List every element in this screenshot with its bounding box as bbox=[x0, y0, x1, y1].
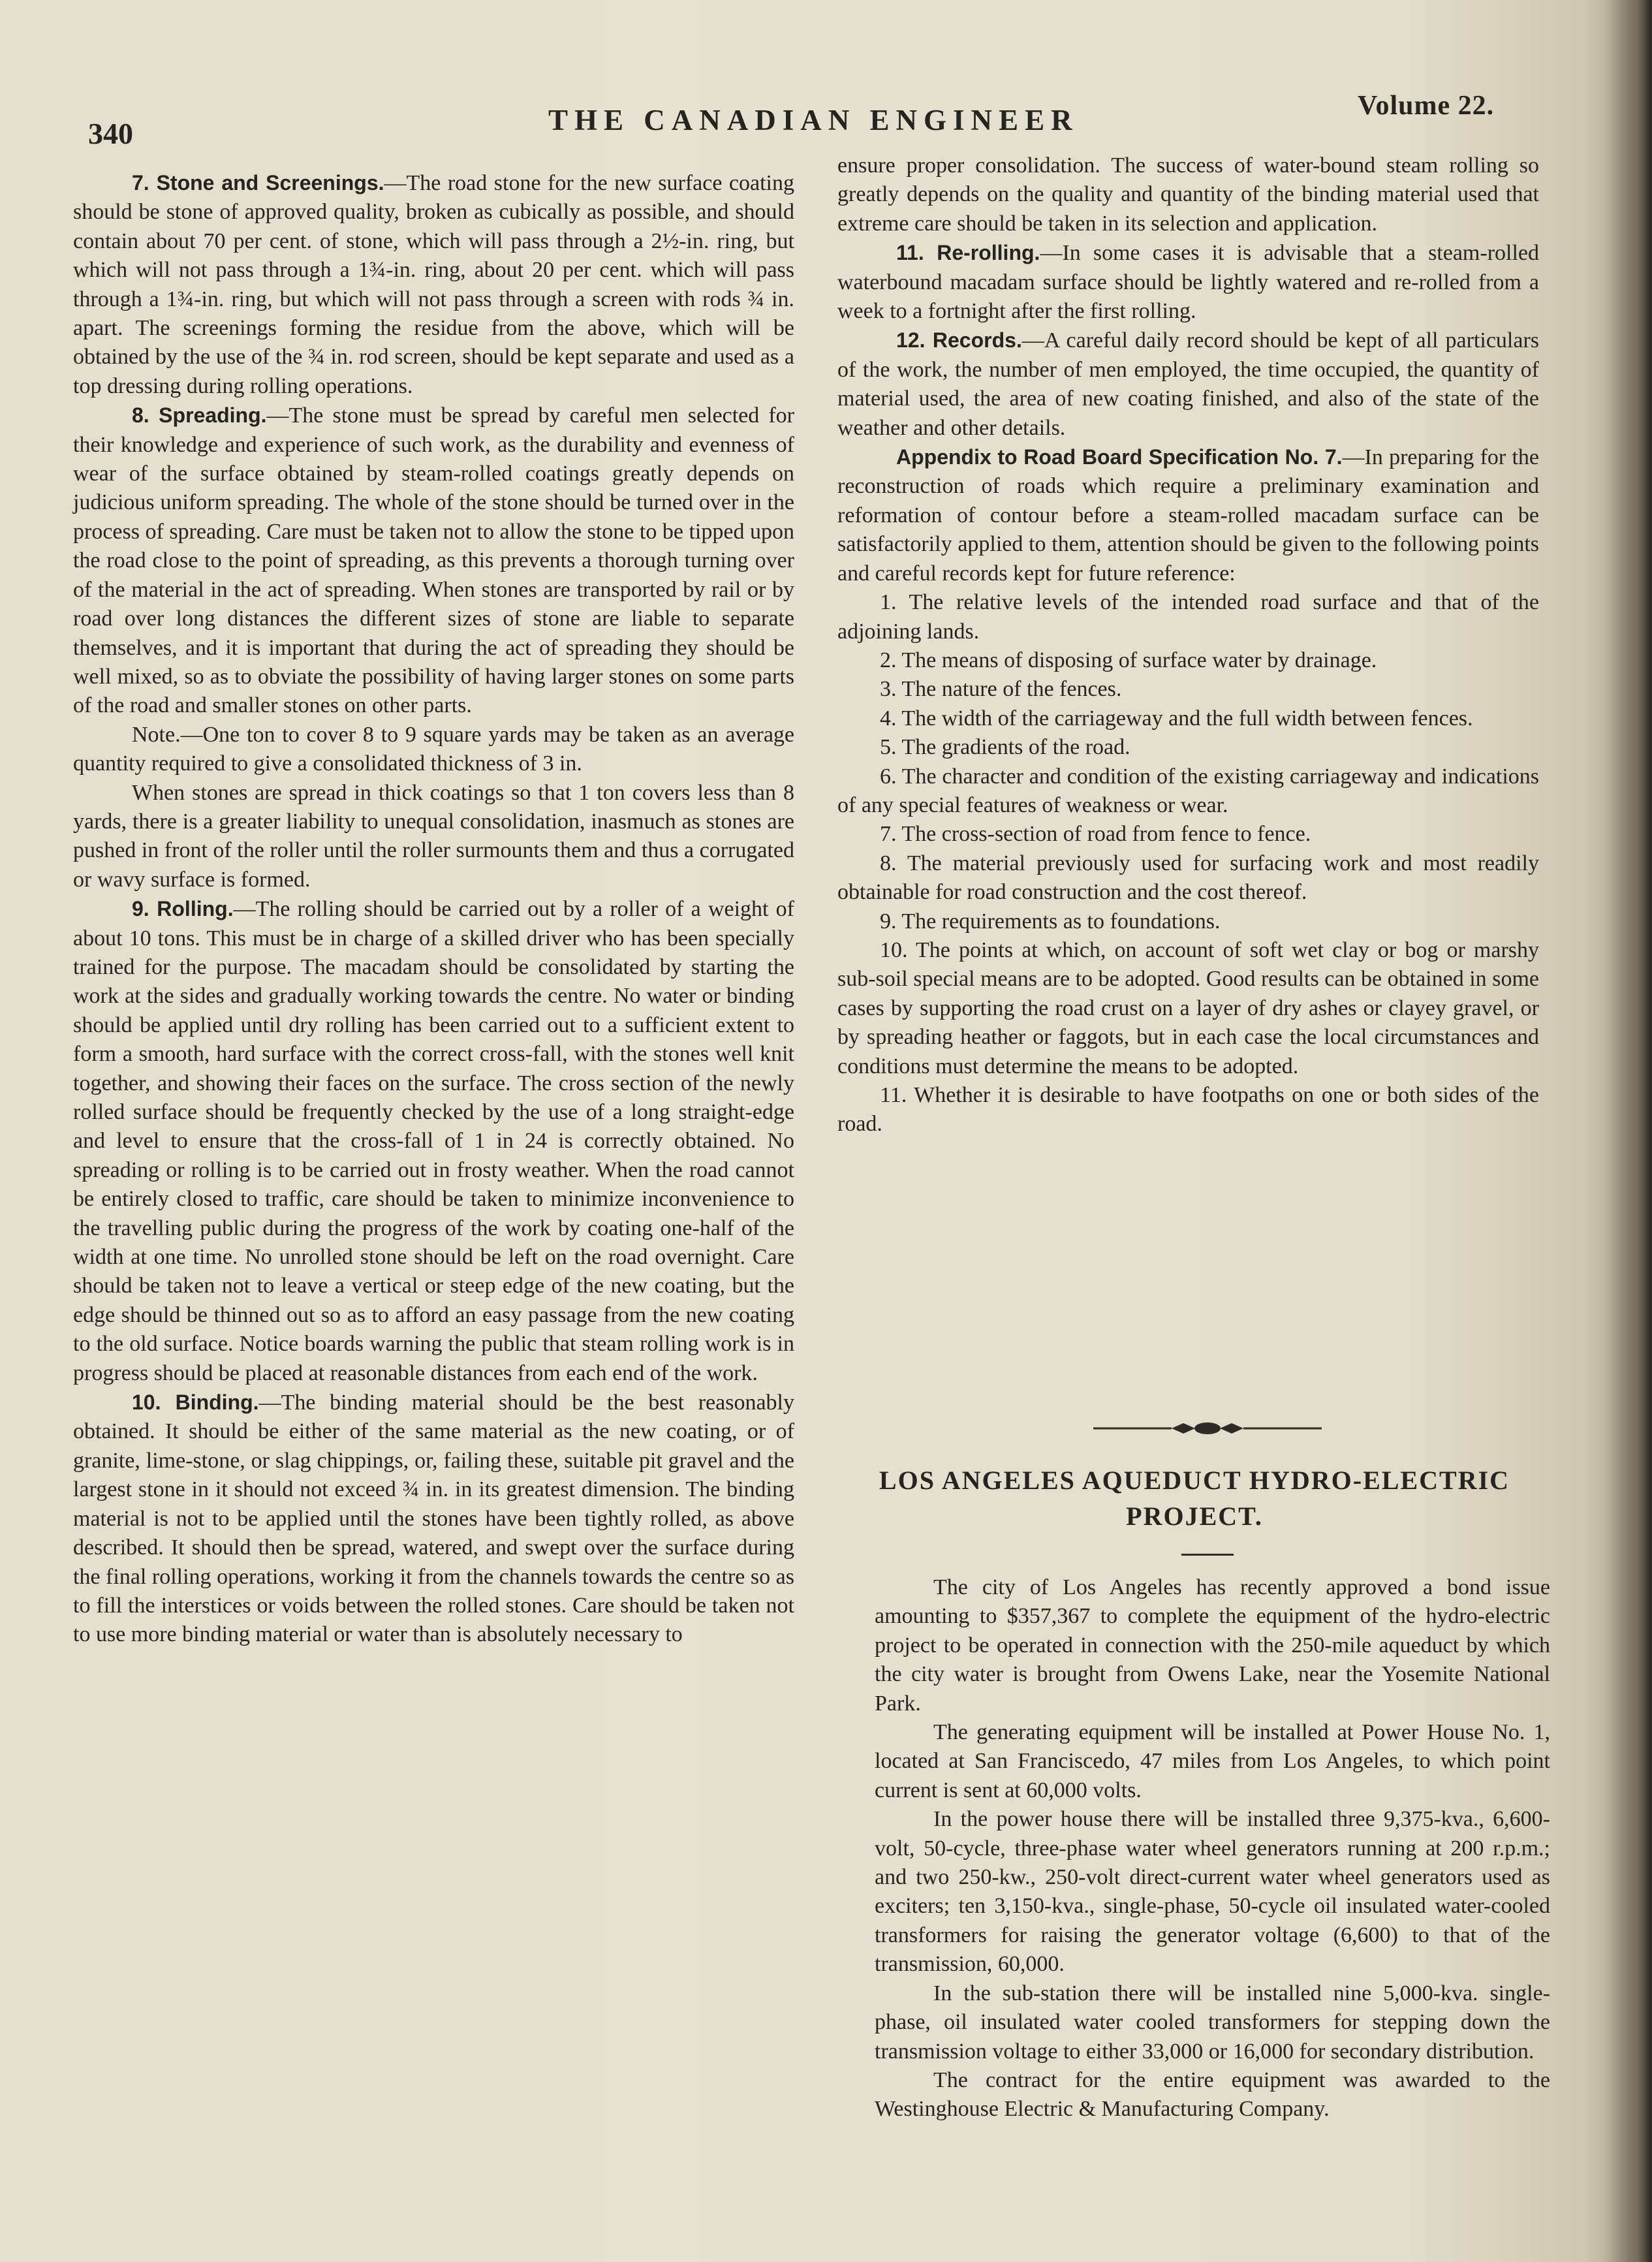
article-title-line: LOS ANGELES AQUEDUCT HYDRO-ELECTRIC bbox=[879, 1466, 1510, 1495]
paragraph-text: —The road stone for the new surface coating should be stone of approved quality, broken as cubically as possible, and should contain about 70 per cent. of stone, which will pass through a 2½-in. ring, but which will not pass through a 1¾-in. ring, about 20 per cent. which will pass through a 1¾-in. ring, but which will not pass through a screen with rods ¾ in. apart. The screenings forming the residue from the above, which will be obtained by the use of the ¾ in. rod screen, should be kept separate and used as a top dressing during rolling operations. bbox=[73, 171, 795, 398]
paragraph-text: —The binding material should be the best reasonably obtained. It should be either of the same material as the new coating, or of granite, lime-stone, or slag chippings, or, failing these, suitable pit gravel and the largest stone in it should not exceed ¾ in. in its greatest dimension. The binding material is not to be applied until the stones have been tightly rolled, as above described. It should then be spread, watered, and swept over the surface during the final rolling operations, working it from the channels towards the centre so as to fill the interstices or voids between the rolled stones. Care should be taken not to use more binding material or water than is absolutely necessary to bbox=[73, 1390, 795, 1647]
article-body bbox=[875, 1573, 1550, 2124]
paragraph-text: —In some cases it is advisable that a steam-rolled waterbound macadam surface should be lightly watered and re-rolled from a week to a fortnight after the first rolling. bbox=[837, 241, 1540, 324]
section-heading: 10. Binding. bbox=[132, 1390, 259, 1415]
paragraph-text: —The rolling should be carried out by a roller of a weight of about 10 tons. This must be in charge of a skilled driver who has been specially trained for the purpose. The macadam should be consolidated by starting the work at the sides and gradually working towards the centre. No water or binding should be applied until dry rolling has been carried out to a sufficient extent to form a smooth, hard surface with the correct cross-fall, with the stones well knit together, and showing their faces on the surface. The cross section of the newly rolled surface should be frequently checked by the use of a long straight-edge and level to ensure that the cross-fall of 1 in 24 is correctly obtained. No spreading or rolling is to be carried out in frosty weather. When the road cannot be entirely closed to traffic, care should be taken to minimize inconvenience to the travelling public during the progress of the work by coating one-half of the width at one time. No unrolled stone should be left on the road overnight. Care should be taken not to leave a vertical or steep edge of the new coating, but the edge should be thinned out so as to afford an easy passage from the new coating to the old surface. Notice boards warning the public that steam rolling work is in progress should be placed at reasonable distances from each end of the work. bbox=[73, 897, 795, 1385]
article-title bbox=[842, 1462, 1547, 1534]
paragraph-text: Note.—One ton to cover 8 to 9 square yards may be taken as an average quantity required to give a consolidated thickness of 3 in. bbox=[73, 722, 794, 776]
list-item: 5. The gradients of the road. bbox=[880, 735, 1130, 760]
section-heading: 7. Stone and Screenings. bbox=[132, 171, 384, 195]
section-heading: Appendix to Road Board Specification No. 7. bbox=[896, 445, 1343, 469]
list-item: 11. Whether it is desirable to have footpaths on one or both sides of the road. bbox=[837, 1083, 1539, 1137]
paragraph-text: —The stone must be spread by careful men selected for their knowledge and experience of such work, as the durability and evenness of wear of the surface obtained by steam-rolled coatings greatly depends on judicious uniform spreading. The whole of the stone should be turned over in the process of spreading. Care must be taken not to allow the stone to be tipped upon the road close to the point of spreading, as this prevents a thorough turning over of the material in the act of spreading. When stones are transported by rail or by road over long distances the different sizes of stone are liable to separate themselves, and it is important that during the act of spreading they should be well mixed, so as to obviate the possibility of having larger stones on some parts of the road and smaller stones on other parts. bbox=[73, 403, 794, 718]
paragraph-text: —In preparing for the reconstruction of roads which require a preliminary examination and reformation of contour before a steam-rolled macadam surface can be satisfactorily applied to them, attention should be given to the following points and careful records kept for future reference: bbox=[837, 445, 1540, 586]
list-item: 1. The relative levels of the intended road surface and that of the adjoining lands. bbox=[837, 590, 1539, 644]
appendix-list bbox=[837, 588, 1539, 1139]
list-item: 3. The nature of the fences. bbox=[880, 677, 1122, 702]
right-column bbox=[837, 151, 1539, 1139]
paragraph-stone-screenings bbox=[73, 168, 794, 401]
list-item: 8. The material previously used for surfacing work and most readily obtainable for road construction and the cost thereof. bbox=[837, 851, 1539, 905]
list-item: 2. The means of disposing of surface water by drainage. bbox=[880, 648, 1377, 672]
paragraph-re-rolling bbox=[837, 238, 1539, 326]
paragraph-rolling bbox=[73, 894, 794, 1388]
section-heading: 8. Spreading. bbox=[132, 403, 267, 428]
page-number: 340 bbox=[88, 117, 133, 150]
list-item: 7. The cross-section of road from fence to fence. bbox=[880, 822, 1311, 847]
section-heading: 12. Records. bbox=[896, 328, 1022, 353]
page-edge-shadow bbox=[1606, 0, 1652, 2262]
volume-label: Volume 22. bbox=[1358, 91, 1495, 121]
section-divider-ornament bbox=[1093, 1417, 1322, 1440]
article-paragraph: In the power house there will be installed three 9,375-kva., 6,600-volt, 50-cycle, three-phase water wheel generators running at 200 r.p.m.; and two 250-kw., 250-volt direct-current water wheel generators used as exciters; ten 3,150-kva., single-phase, 50-cycle oil insulated water-cooled transformers for raising the generator voltage (6,600) to that of the transmission, 60,000. bbox=[875, 1807, 1550, 1977]
section-heading: 11. Re-rolling. bbox=[896, 241, 1040, 265]
article-title-line: PROJECT. bbox=[1126, 1501, 1263, 1531]
article-paragraph: The contract for the entire equipment was awarded to the Westinghouse Electric & Manufacturing Company. bbox=[875, 2067, 1550, 2122]
list-item: 6. The character and condition of the existing carriageway and indications of any special features of weakness or wear. bbox=[837, 764, 1539, 817]
continuation-paragraph: ensure proper consolidation. The success of water-bound steam rolling so greatly depends on the quality and quantity of the binding material used that extreme care should be taken in its selection and application. bbox=[837, 153, 1539, 236]
paragraph-records bbox=[837, 326, 1539, 443]
list-item: 9. The requirements as to foundations. bbox=[880, 909, 1221, 934]
paragraph-text: —A careful daily record should be kept of all particulars of the work, the number of men employed, the time occupied, the quantity of material used, the area of new coating finished, and also of the state of the weather and other details. bbox=[837, 328, 1540, 440]
list-item: 10. The points at which, on account of soft wet clay or bog or marshy sub-soil special means are to be adopted. Good results can be obtained in some cases by supporting the road crust on a layer of dry ashes or clayey gravel, or by spreading heather or faggots, but in each case the local circumstances and conditions must determine the means to be adopted. bbox=[837, 937, 1539, 1078]
article-paragraph: The generating equipment will be installed at Power House No. 1, located at San Franciscedo, 47 miles from Los Angeles, to which point current is sent at 60,000 volts. bbox=[875, 1720, 1550, 1802]
journal-title: THE CANADIAN ENGINEER bbox=[548, 104, 1079, 136]
paragraph-thick-coatings bbox=[73, 779, 794, 895]
running-header bbox=[0, 0, 1652, 170]
paragraph-binding bbox=[73, 1388, 794, 1650]
paragraph-spreading bbox=[73, 401, 794, 720]
title-rule bbox=[1181, 1554, 1234, 1556]
left-column bbox=[73, 168, 794, 1650]
paragraph-note bbox=[73, 721, 794, 779]
article-paragraph: In the sub-station there will be installed nine 5,000-kva. single-phase, oil insulated water cooled transformers for stepping down the transmission voltage to either 33,000 or 16,000 for secondary distribution. bbox=[875, 1981, 1550, 2064]
section-heading: 9. Rolling. bbox=[132, 897, 234, 921]
paragraph-appendix bbox=[837, 443, 1539, 588]
article-paragraph: The city of Los Angeles has recently approved a bond issue amounting to $357,367 to complete the equipment of the hydro-electric project to be operated in connection with the 250-mile aqueduct by which the city water is brought from Owens Lake, near the Yosemite National Park. bbox=[875, 1575, 1550, 1716]
list-item: 4. The width of the carriageway and the full width between fences. bbox=[880, 706, 1473, 730]
paragraph-text: When stones are spread in thick coatings so that 1 ton covers less than 8 yards, there is a greater liability to unequal consolidation, inasmuch as stones are pushed in front of the roller until the roller surmounts them and thus a corrugated or wavy surface is formed. bbox=[73, 780, 794, 892]
